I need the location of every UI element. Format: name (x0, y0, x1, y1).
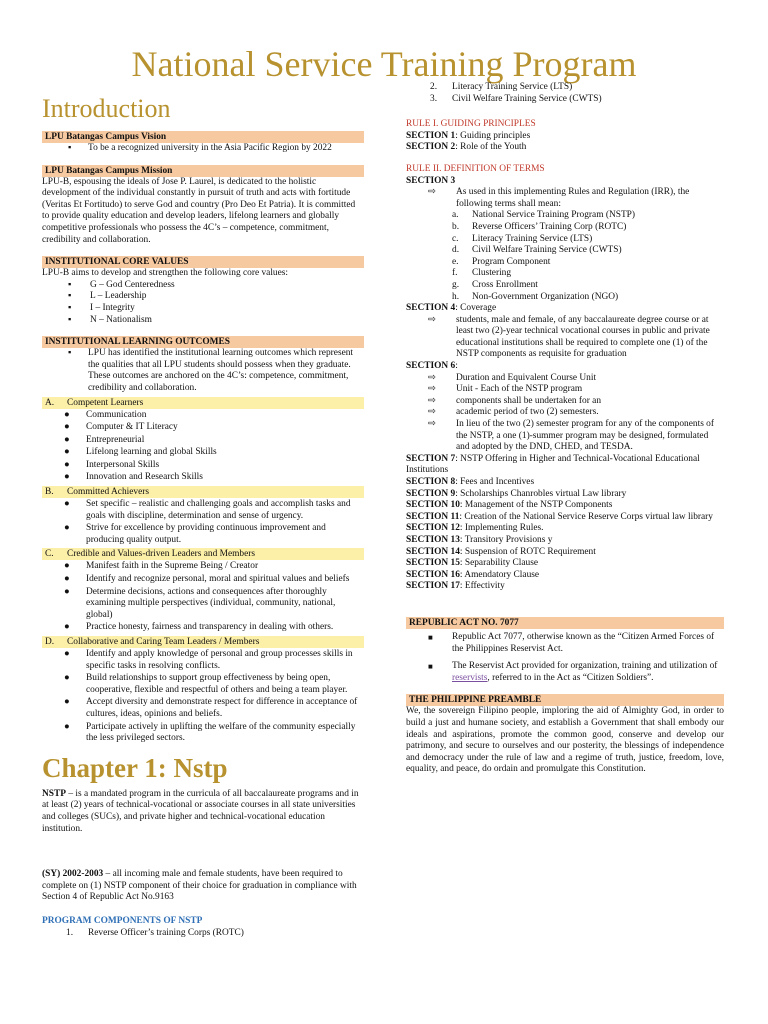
list-item: ● Computer & IT Literacy (64, 422, 178, 433)
outcomes-intro: ▪ LPU has identified the institutional learning outcomes which represent the qualities that all LPU students should possess when they graduate. These outcomes are anchored on the 4C’s: competence, commitment, credibility and collaboration. (68, 348, 354, 393)
list-item: ▪ L – Leadership (68, 291, 147, 302)
section-11: SECTION 11: Creation of the National Service Reserve Corps virtual law library (406, 511, 713, 522)
bullet-marker: ▪ (68, 143, 72, 153)
list-item: ● Participate actively in uplifting the welfare of the community especially the less privileged sectors. (64, 721, 356, 744)
list-item: c. Literacy Training Service (LTS) (452, 233, 593, 244)
list-item: g. Cross Enrollment (452, 279, 538, 290)
outcome-c-heading: C. Credible and Values-driven Leaders and Members (42, 548, 364, 560)
list-item: ● Communication (64, 409, 147, 420)
left-column (42, 92, 364, 939)
right-column (406, 82, 724, 776)
list-item: ⇨ Duration and Equivalent Course Unit (428, 372, 597, 383)
outcome-a-heading: A. Competent Learners (42, 397, 364, 409)
preamble-heading: THE PHILIPPINE PREAMBLE (406, 694, 724, 706)
list-item: ● Set specific – realistic and challenging goals and accomplish tasks and goals with discipline, determination and sense of urgency. (64, 499, 351, 521)
mission-text: LPU-B, espousing the ideals of Jose P. Laurel, is dedicated to the holistic development of the individual constantly in pursuit of truth and acts with fortitude (Veritas Et Fortitudo) to serve God and country (Pro Deo Et Patria). It is committed to provide quality education and develop leaders, lifelong learners and globally competitive professionals who possess the 4C’s – competence, commitment, credibility and collaboration. (42, 176, 356, 245)
list-item: ■ Republic Act 7077, otherwise known as the “Citizen Armed Forces of the Philippines Reservist Act. (428, 631, 715, 654)
list-item: b. Reverse Officers’ Training Corp (ROTC) (452, 221, 627, 232)
vision-heading: LPU Batangas Campus Vision (42, 131, 364, 143)
outcome-d-heading: D. Collaborative and Caring Team Leaders / Members (42, 636, 364, 648)
list-item: f. Clustering (452, 268, 512, 279)
list-item: ● Determine decisions, actions and consequences after thoroughly examining multiple perspectives (individual, community, national, global) (64, 586, 336, 620)
list-item: ● Accept diversity and demonstrate respect for difference in acceptance of cultures, ideas, opinions and beliefs. (64, 697, 358, 719)
list-item: ● Identify and apply knowledge of personal and group processes skills in specific tasks in resolving conflicts. (64, 649, 353, 671)
list-item: e. Program Component (452, 256, 551, 267)
list-item: 2. Literacy Training Service (LTS) (430, 82, 573, 92)
section-15: SECTION 15: Separability Clause (406, 558, 539, 569)
list-item: ⇨ components shall be undertaken for an (428, 395, 602, 406)
section-7: SECTION 7: NSTP Offering in Higher and Technical-Vocational Educational Institutions (406, 453, 700, 476)
list-item: ● Build relationships to support group effectiveness by being open, cooperative, flexible and respectful of others and being a team player. (64, 673, 348, 695)
section-4-item: ⇨ students, male and female, of any baccalaureate degree course or at least two (2)-year technical vocational courses in public and private educational institutions shall be required to complete one (1) of the NSTP components as requisite for graduation (428, 314, 710, 360)
list-item: h. Non-Government Organization (NGO) (452, 291, 619, 302)
list-item: ● Practice honesty, fairness and transparency in dealing with others. (64, 622, 334, 633)
arrow-icon: ⇨ (428, 372, 436, 383)
program-components-heading: PROGRAM COMPONENTS OF NSTP (42, 915, 203, 926)
list-item: ⇨ Unit - Each of the NSTP program (428, 384, 583, 395)
section-6: SECTION 6: (406, 361, 458, 372)
section-16: SECTION 16: Amendatory Clause (406, 569, 540, 580)
section-3-label: SECTION 3 (406, 175, 456, 186)
section-12: SECTION 12: Implementing Rules. (406, 523, 544, 534)
section-17: SECTION 17: Effectivity (406, 581, 505, 592)
reservists-link[interactable]: reservists (452, 672, 488, 683)
section-14: SECTION 14: Suspension of ROTC Requirement (406, 546, 596, 557)
intro-heading: Introduction (42, 94, 171, 123)
chapter-heading: Chapter 1: Nstp (42, 752, 228, 783)
outcomes-heading: INSTITUTIONAL LEARNING OUTCOMES (42, 336, 364, 348)
nstp-definition: NSTP – is a mandated program in the curricula of all baccalaureate programs and in at least (2) years of technical-vocational or associate courses in all state universities and colleges (SUCs), and private higher and technical-vocational education institution. (42, 788, 359, 834)
terms-list (406, 210, 724, 303)
list-item: 1. Reverse Officer’s training Corps (ROTC) (66, 927, 244, 938)
preamble-text: We, the sovereign Filipino people, imploring the aid of Almighty God, in order to build a just and humane society, and establish a Government that shall embody our ideals and aspirations, promote the common good, conserve and develop our patrimony, and secure to ourselves and our posterity, the blessings of independence and democracy under the rule of law and a regime of truth, justice, freedom, love, equality, and peace, do ordain and promulgate this Constitution. (406, 706, 724, 775)
list-item: ● Lifelong learning and global Skills (64, 447, 217, 458)
list-item: ⇨ academic period of two (2) semesters. (428, 407, 599, 418)
list-item: a. National Service Training Program (NSTP) (452, 210, 636, 221)
republic-act-heading: REPUBLIC ACT NO. 7077 (406, 617, 724, 629)
arrow-icon: ⇨ (428, 187, 436, 198)
core-values-intro: LPU-B aims to develop and strengthen the following core values: (42, 268, 289, 279)
core-values-list (42, 280, 364, 326)
list-item: 3. Civil Welfare Training Service (CWTS) (430, 93, 602, 104)
arrow-icon: ⇨ (428, 314, 436, 325)
document-title: National Service Training Program (131, 44, 637, 84)
core-values-heading: INSTITUTIONAL CORE VALUES (42, 256, 364, 268)
arrow-icon: ⇨ (428, 407, 436, 418)
list-item: ● Entrepreneurial (64, 434, 145, 445)
section-1: SECTION 1: Guiding principles (406, 130, 531, 141)
list-item: ● Interpersonal Skills (64, 459, 160, 470)
section-10: SECTION 10: Management of the NSTP Components (406, 500, 613, 511)
section-13: SECTION 13: Transitory Provisions y (406, 534, 553, 545)
list-item: ● Manifest faith in the Supreme Being / Creator (64, 561, 259, 572)
list-item: ▪ G – God Centeredness (68, 279, 175, 290)
rule-1-heading: RULE I. GUIDING PRINCIPLES (406, 119, 536, 130)
section-3-intro: ⇨ As used in this implementing Rules and Regulation (IRR), the following terms shall mean: (428, 187, 690, 209)
outcome-b-heading: B. Committed Achievers (42, 486, 364, 498)
section-4: SECTION 4: Coverage (406, 303, 497, 314)
list-item: ▪ N – Nationalism (68, 314, 152, 325)
section-9: SECTION 9: Scholarships Chanrobles virtual Law library (406, 488, 627, 499)
list-item: ● Innovation and Research Skills (64, 472, 203, 483)
arrow-icon: ⇨ (428, 384, 436, 395)
list-item: ⇨ In lieu of the two (2) semester program for any of the components of the NSTP, a one (1)-summer program may be designed, formulated and adopted by the DND, CHED, and TESDA. (428, 419, 714, 453)
mission-heading: LPU Batangas Campus Mission (42, 165, 364, 177)
list-item: d. Civil Welfare Training Service (CWTS) (452, 245, 622, 256)
list-item: ● Strive for excellence by providing continuous improvement and producing quality output. (64, 523, 326, 545)
sy-definition: (SY) 2002-2003 – all incoming male and female students, have been required to complete on (1) NSTP component of their choice for graduation in compliance with Section 4 of Republic Act No.9163 (42, 869, 357, 903)
list-item: ■ The Reservist Act provided for organization, training and utilization of reservists, referred to in the Act as “Citizen Soldiers”. (428, 661, 718, 683)
arrow-icon: ⇨ (428, 395, 436, 406)
arrow-icon: ⇨ (428, 419, 436, 430)
section-2: SECTION 2: Role of the Youth (406, 142, 527, 153)
section-8: SECTION 8: Fees and Incentives (406, 477, 535, 487)
rule-2-heading: RULE II. DEFINITION OF TERMS (406, 163, 545, 174)
list-item: ▪ I – Integrity (68, 302, 135, 313)
vision-item: ▪ To be a recognized university in the Asia Pacific Region by 2022 (68, 143, 332, 153)
list-item: ● Identify and recognize personal, moral and spiritual values and beliefs (64, 574, 350, 585)
